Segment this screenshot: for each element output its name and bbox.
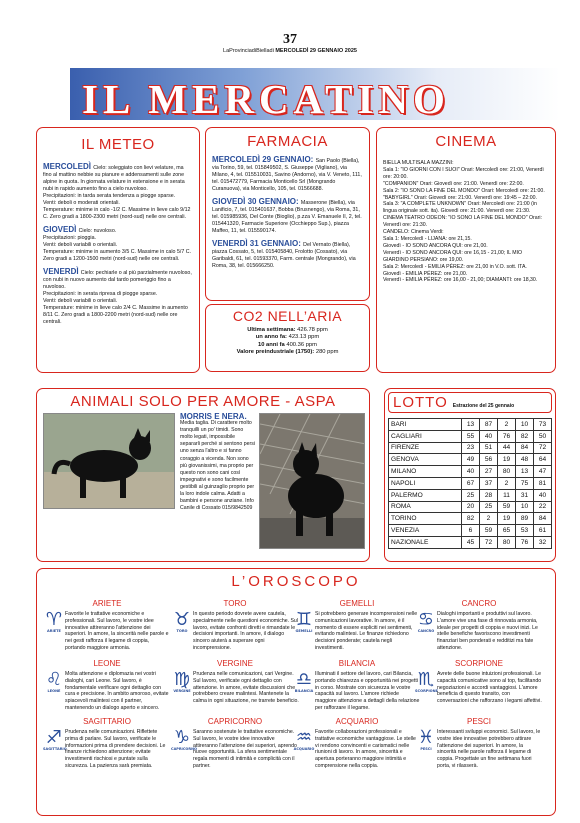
lotto-number: 56: [480, 454, 498, 466]
lotto-number: 59: [498, 501, 516, 513]
sign-body: [43, 729, 171, 770]
lotto-number: 80: [498, 536, 516, 548]
sign-body: [43, 611, 171, 652]
cinema-box: [376, 127, 556, 373]
lotto-number: 10: [516, 501, 534, 513]
horoscope-pesci: [415, 717, 543, 770]
co2-label: un anno fa:: [255, 334, 289, 341]
lotto-number: 40: [480, 430, 498, 442]
sign-caption: SAGITTARIO: [43, 747, 67, 751]
lotto-title: LOTTO: [393, 394, 448, 411]
sign-body: [293, 729, 421, 770]
lotto-number: 61: [534, 525, 552, 537]
sign-text: Avrete delle buone intuizioni professionali. Le capacità comunicative sono al top, facilitando negoziazioni e accordi vantaggiosi. L'amore beneficia di questo transito, con conversazioni che rafforzano i legami affettivi.: [437, 671, 542, 705]
lotto-number: 76: [498, 430, 516, 442]
cinema-entry: Venerdì - EMILIA PÉREZ: ore 16,00 - 21,00; DIAMANTI: ore 18,30.: [383, 277, 538, 284]
lotto-number: 89: [516, 513, 534, 525]
cinema-entry: Venerdì - IO SONO ANCORA QUI: ore 16,15 - 21,00; IL MIO GIARDINO PERSIANO: ore 19,00.: [383, 249, 523, 263]
cinema-entry: CANDELO: Cinema Verdi:: [383, 229, 444, 236]
meteo-temp: Temperature: minime in aumento 3/5 C. Massime in calo 5/7 C. Zero gradi a 1200-1500 metri (nord-sud) nelle ore centrali.: [43, 249, 192, 262]
lotto-number: 84: [516, 442, 534, 454]
farmacia-day-name: MERCOLEDÌ 29 GENNAIO:: [212, 155, 316, 164]
cinema-entry: Sala 3: "A COMPLETE UNKNOWN" Orari: Mercoledì ore: 21:00 (in lingua originale sott. ita). Giovedì ore: 21:00. Venerdì ore: 21:30.: [383, 201, 537, 215]
zodiac-toro-icon: ♉ TORO: [171, 611, 193, 652]
horoscope-sagittario: [43, 717, 171, 770]
lotto-row: [389, 477, 552, 489]
lotto-number: 82: [462, 513, 480, 525]
lotto-ruota: TORINO: [389, 513, 462, 525]
meteo-day: [43, 226, 193, 263]
zodiac-cancro-icon: ♋ CANCRO: [415, 611, 437, 652]
lotto-number: 20: [462, 501, 480, 513]
sign-text: Illuminati il settore del lavoro, cari Bilancia, portando chiarezza e opportunità nei progetti in corso. Mostrate con sicurezza le vostre capacità sul lavoro. L'amore richiede maggiore attenzione a dettagli della relazione per rafforzare il legame.: [315, 671, 420, 711]
sign-caption: ARIETE: [47, 629, 61, 633]
lotto-row: [389, 442, 552, 454]
lotto-number: 2: [498, 419, 516, 431]
cinema-entry: Sala 2: Mercoledì - EMILIA PÉREZ: ore 21,00 in V.O. sott. ITA.: [383, 263, 527, 270]
sign-body: [293, 611, 421, 652]
lotto-row: [389, 536, 552, 548]
sign-caption: VERGINE: [173, 689, 191, 693]
pet-names: MORRIS E NERA.: [180, 412, 247, 421]
horoscope-vergine: [171, 659, 299, 705]
sign-name: SAGITTARIO: [83, 717, 131, 726]
lotto-ruota: BARI: [389, 419, 462, 431]
sign-name: GEMELLI: [339, 599, 375, 608]
animali-box: [36, 388, 370, 562]
cinema-entry: CINEMA TEATRO ODEON: "IO SONO LA FINE DEL MONDO" Orari: Venerdì ore: 21:30.: [383, 215, 542, 229]
horoscope-capricorno: [171, 717, 299, 770]
lotto-number: 48: [516, 454, 534, 466]
animali-title: ANIMALI SOLO PER AMORE - ASPA: [70, 393, 336, 410]
cinema-title: CINEMA: [435, 133, 497, 150]
lotto-number: 2: [498, 477, 516, 489]
meteo-day-name: VENERDÌ: [43, 267, 81, 276]
meteo-temp: Temperature: minime in calo -1/2 C. Massime in lieve calo 9/12 C. Zero gradi a 1800-2300 metri (nord-sud) nelle ore centrali.: [43, 207, 191, 220]
co2-box: [205, 304, 370, 372]
sign-name: PESCI: [466, 717, 491, 726]
lotto-number: 40: [534, 489, 552, 501]
cinema-entry: Giovedì - IO SONO ANCORA QUI: ore 21,00.: [383, 242, 488, 249]
pet-description: [180, 413, 256, 512]
lotto-ruota: PALERMO: [389, 489, 462, 501]
cinema-entry: Giovedì - EMILIA PÉREZ: ore 21,00.: [383, 270, 468, 277]
sign-text: Si potrebbero generare incomprensioni nelle comunicazioni lavorative. In amore, è il momento di essere espliciti nei sentimenti, evitando malintesi. Le finanze richiedono decisioni ponderate; cautela negli investimenti.: [315, 611, 418, 651]
horoscope-cancro: [415, 599, 543, 652]
sign-text: Interessanti sviluppi economici. Sul lavoro, le vostre idee innovative potrebbero attirare l'attenzione dei superiori. In amore, la sincerità nelle parole rafforza il legame di coppia. Progettate un fine settimana fuori porta, vi rilasserà.: [437, 729, 541, 769]
runner-date: MERCOLEDÌ 29 GENNAIO 2025: [275, 48, 357, 54]
lotto-number: 76: [516, 536, 534, 548]
sign-caption: GEMELLI: [295, 629, 313, 633]
sign-text: In questo periodo dovrete avere cautela, specialmente nelle questioni economiche. Sul lavoro, evitate confronti diretti e rimandate le decisioni importanti. In amore, il dialogo sincero aiuterà a superare ogni incomprensione.: [193, 611, 298, 651]
zodiac-vergine-icon: ♍ VERGINE: [171, 671, 193, 705]
sign-text: Prudenza nelle comunicazioni, cari Vergine. Sul lavoro, verificate ogni dettaglio con attenzione. In amore, evitate discussioni che potrebbero creare malintesi. Mantenete la calma in ogni situazione, ne trarrete beneficio.: [193, 671, 299, 705]
lotto-number: 11: [498, 489, 516, 501]
sign-caption: BILANCIA: [294, 689, 314, 693]
running-header: [0, 48, 580, 54]
cinema-list: [383, 160, 549, 284]
sign-text: Dialoghi importanti e produttivi sul lavoro. L'amore vive una fase di rinnovata armonia, ideale per progetti di coppia e nuovi inizi. Le stelle benefiche favoriscono investimenti finanziari ben ponderati e redditizi ma fate attenzione.: [437, 611, 538, 651]
cinema-entry: Sala 1: Mercoledì - LIJANA: ore 21,15.: [383, 235, 472, 242]
lotto-ruota: FIRENZE: [389, 442, 462, 454]
zodiac-sagittario-icon: ♐ SAGITTARIO: [43, 727, 67, 751]
lotto-box: [384, 388, 556, 562]
lotto-number: 28: [480, 489, 498, 501]
sign-caption: SCORPIONE: [415, 689, 438, 693]
co2-line: [212, 349, 363, 356]
lotto-number: 6: [462, 525, 480, 537]
meteo-days: [43, 163, 193, 326]
sign-body: [415, 729, 543, 770]
meteo-prec: Precipitazioni: pioggia.: [43, 235, 96, 241]
sign-caption: PESCI: [420, 747, 432, 751]
lotto-number: 49: [462, 454, 480, 466]
sign-text: Molta attenzione e diplomazia nei vostri dialoghi, cari Leone. Sul lavoro, è fondamentale verificare ogni dettaglio con cura e precisione. In ambito amoroso, evitate spiacevoli malintesi con il partner, mantenendo un dialogo aperto e sincero.: [65, 671, 169, 711]
sign-caption: ACQUARIO: [293, 747, 315, 751]
lotto-row: [389, 489, 552, 501]
sign-caption: CAPRICORNO: [171, 747, 197, 751]
lotto-ruota: VENEZIA: [389, 525, 462, 537]
lotto-number: 47: [534, 466, 552, 478]
cinema-entry: Sala 2: "IO SONO LA FINE DEL MONDO" Orari: Mercoledì ore: 21:00.: [383, 187, 545, 194]
zodiac-scorpione-icon: ♏ SCORPIONE: [415, 669, 438, 693]
farmacia-day-name: GIOVEDÌ 30 GENNAIO:: [212, 197, 301, 206]
horoscope-gemelli: [293, 599, 421, 652]
lotto-ruota: NAPOLI: [389, 477, 462, 489]
sign-caption: LEONE: [47, 689, 61, 693]
lotto-subtitle: Estrazione del 25 gennaio: [452, 403, 515, 409]
sign-name: ARIETE: [92, 599, 122, 608]
co2-line: [212, 334, 363, 341]
co2-lines: [212, 327, 363, 357]
lotto-number: 44: [498, 442, 516, 454]
lotto-number: 32: [534, 536, 552, 548]
horoscope-bilancia: [293, 659, 421, 712]
sign-body: [415, 671, 543, 705]
meteo-cielo-text: Cielo: nuvoloso.: [78, 228, 117, 234]
sign-text: Prudenza nelle comunicazioni. Riflettete prima di parlare. Sul lavoro, verificate le informazioni prima di prendere decisioni. Le finanze richiedono attenzione; evitate investimenti rischiosi e puntate sulla sicurezza. La pazienza sarà premiata.: [65, 729, 166, 769]
horoscope-leone: [43, 659, 171, 712]
meteo-cielo-text: Cielo: soleggiato con lievi velature, ma fino al mattino nebbie su pianure e addensamenti sulle zone alpine in quota. In giornata velature in estensione e in serata nubi in rapido aumento fino a cielo nuvoloso.: [43, 165, 185, 192]
farmacia-day-text: Del Vernato (Biella), piazza Cossato, 5, tel. 015405840, Frolotto (Cossato), via Garibaldi, 61, tel. 01593370, Farm. centrale (Mongrando), via Roma, 38, tel. 015666250.: [212, 242, 356, 269]
sign-body: [171, 611, 299, 652]
zodiac-bilancia-icon: ♎ BILANCIA: [294, 669, 314, 693]
lotto-number: 84: [534, 513, 552, 525]
lotto-number: 22: [534, 501, 552, 513]
sign-caption: TORO: [176, 629, 188, 633]
lotto-row: [389, 501, 552, 513]
lotto-number: 72: [480, 536, 498, 548]
meteo-venti: Venti: deboli variabili o orientali.: [43, 298, 118, 304]
lotto-number: 37: [480, 477, 498, 489]
lotto-row: [389, 454, 552, 466]
horoscope-ariete: [43, 599, 171, 652]
sign-name: ACQUARIO: [335, 717, 379, 726]
zodiac-gemelli-icon: ♊ GEMELLI: [293, 611, 315, 652]
horoscope-scorpione: [415, 659, 543, 705]
lotto-number: 72: [534, 442, 552, 454]
lotto-number: 82: [516, 430, 534, 442]
cinema-entry: Sala 1: "IO GIORNI CON I SUOI" Orari: Mercoledì ore: 21:00, Venerdì ore: 20:00.: [383, 166, 544, 180]
zodiac-ariete-icon: ♈ ARIETE: [43, 611, 65, 652]
zodiac-acquario-icon: ♒ ACQUARIO: [293, 727, 315, 751]
horoscope-acquario: [293, 717, 421, 770]
dog-photo-nera: [259, 413, 365, 549]
co2-line: [212, 342, 363, 349]
lotto-number: 73: [534, 419, 552, 431]
zodiac-capricorno-icon: ♑ CAPRICORNO: [171, 727, 197, 751]
sign-caption: CANCRO: [417, 629, 435, 633]
sign-name: CANCRO: [461, 599, 497, 608]
farmacia-day-text: Masserone (Biella), via Lanificio, 7, tel. 015401637, Bobba (Brusnengo), via Roma, 31, tel. 015985936, Del Conte (Bioglio), p.zza V. Emanuele II, 2, tel. 015441320, Farmacie Superiore (Occhieppo Sup.), piazza Maffeo, 11, tel. 015590174.: [212, 200, 362, 234]
sign-body: [43, 671, 171, 712]
lotto-number: 55: [462, 430, 480, 442]
oroscopo-box: [36, 568, 556, 816]
lotto-number: 51: [480, 442, 498, 454]
lotto-number: 31: [516, 489, 534, 501]
runner-paper: LaProvinciadiBiella: [223, 48, 270, 54]
lotto-ruota: CAGLIARI: [389, 430, 462, 442]
lotto-row: [389, 513, 552, 525]
lotto-number: 19: [498, 513, 516, 525]
lotto-number: 25: [480, 501, 498, 513]
lotto-number: 45: [462, 536, 480, 548]
cinema-entry: "COMPANION" Orari: Giovedì ore: 21:00. Venerdì ore: 22:00.: [383, 180, 524, 187]
pet-text: Media taglia. Di carattere molto tranquilli un po' timidi. Sono molto legati, impossibile separarli perché si sentono persi uno senza l'altro e si fanno coraggio a vicenda. Non sono più giovanissimi, ma proprio per questo non sono cani così impegnativi e sono facilmente gestibili al guinzaglio proprio per la loro indole calma. Adatti a bambini e persone anziane. Info Canile di Cossato 015/9842509: [180, 420, 255, 512]
sign-name: VERGINE: [216, 659, 253, 668]
farmacia-box: [205, 127, 370, 301]
lotto-number: 64: [534, 454, 552, 466]
lotto-number: 87: [480, 419, 498, 431]
farmacia-day: [212, 240, 363, 270]
zodiac-leone-icon: ♌ LEONE: [43, 671, 65, 712]
lotto-ruota: NAZIONALE: [389, 536, 462, 548]
sign-name: TORO: [223, 599, 247, 608]
lotto-number: 19: [498, 454, 516, 466]
lotto-row: [389, 466, 552, 478]
co2-value: 400.36 ppm: [286, 341, 317, 348]
lotto-ruota: GENOVA: [389, 454, 462, 466]
co2-label: Valore preindustriale (1750):: [236, 349, 316, 356]
lotto-row: [389, 419, 552, 431]
lotto-number: 75: [516, 477, 534, 489]
sign-text: Saranno sostenute le trattative economiche. Sul lavoro, le vostre idee innovative attireranno l'attenzione dei superiori, aprendo nuove opportunità. La sfera sentimentale regala momenti di intimità e complicità con il partner.: [193, 729, 297, 769]
sign-name: LEONE: [93, 659, 121, 668]
lotto-number: 23: [462, 442, 480, 454]
lotto-number: 10: [516, 419, 534, 431]
co2-value: 426.78 ppm: [297, 327, 328, 333]
farmacia-title: FARMACIA: [247, 133, 328, 150]
sign-body: [415, 611, 543, 652]
co2-title: CO2 NELL’ARIA: [232, 308, 343, 324]
lotto-row: [389, 430, 552, 442]
lotto-number: 50: [534, 430, 552, 442]
meteo-title: IL METEO: [81, 136, 155, 153]
co2-value: 423.13 ppm: [288, 334, 320, 341]
sign-body: [293, 671, 421, 712]
cinema-entry: BIELLA MULTISALA MAZZINI:: [383, 160, 454, 166]
meteo-cielo: [43, 226, 193, 235]
meteo-venti: Venti: deboli o moderati orientali.: [43, 200, 120, 206]
meteo-day-name: MERCOLEDÌ: [43, 162, 94, 171]
lotto-header: [388, 392, 552, 413]
section-title: IL MERCATINO: [82, 76, 450, 122]
dog-photo-morris: [43, 413, 175, 509]
lotto-ruota: MILANO: [389, 466, 462, 478]
lotto-number: 65: [498, 525, 516, 537]
sign-name: SCORPIONE: [454, 659, 503, 668]
lotto-ruota: ROMA: [389, 501, 462, 513]
farmacia-day: [212, 156, 363, 193]
sign-name: CAPRICORNO: [207, 717, 263, 726]
horoscope-toro: [171, 599, 299, 652]
meteo-venti: Venti: deboli variabili o orientali.: [43, 242, 118, 248]
lotto-number: 81: [534, 477, 552, 489]
sign-text: Favorite collaborazioni professionali e trattative economiche vantaggiose. Le stelle vi rendono convincenti e carismatici nelle riunioni di lavoro. In amore, sincerità e apertura porteranno maggiore intimità e comprensione nella coppia.: [315, 729, 416, 769]
lotto-number: 80: [498, 466, 516, 478]
farmacia-day-name: VENERDÌ 31 GENNAIO:: [212, 239, 304, 248]
lotto-row: [389, 525, 552, 537]
runner-prefix: di: [269, 48, 274, 54]
meteo-temp: Temperature: minime in lieve calo 2/4 C. Massime in aumento 8/11 C. Zero gradi a 1800-2200 metri (nord-sud) nelle ore centrali.: [43, 305, 188, 325]
sign-text: Favorite le trattative economiche e professionali. Sul lavoro, le vostre idee innovative attireranno l'attenzione dei superiori. In amore, la sincerità nelle parole e nei gesti rafforza il legame di coppia, portando maggiore armonia.: [65, 611, 169, 651]
co2-label: 10 anni fa: [258, 341, 287, 348]
oroscopo-title: L’OROSCOPO: [231, 573, 361, 590]
lotto-number: 59: [480, 525, 498, 537]
meteo-cielo-text: Cielo: pechiarle o al più parzialmente nuvoloso, con nubi in nuovo aumento dal tardo pomeriggio fino a nuvoloso.: [43, 270, 192, 290]
co2-label: Ultima settimana:: [247, 327, 298, 333]
meteo-day-name: GIOVEDÌ: [43, 225, 79, 234]
lotto-number: 53: [516, 525, 534, 537]
farmacia-days: [212, 156, 363, 270]
co2-value: 280 ppm: [315, 349, 339, 356]
meteo-cielo: [43, 268, 193, 291]
lotto-number: 27: [480, 466, 498, 478]
farmacia-day-text: San Paolo (Biella), via Torino, 59, tel. 015849502, S. Giuseppe (Vigliano), via Milano, 4, tel. 015510031, Savino (Andorno), via V. Veneto, 111, tel. 015472779, Farmacia Monticello Srl (Mongrando Curanuova), via Monticello, 105, tel. 01566688.: [212, 158, 362, 192]
lotto-number: 25: [462, 489, 480, 501]
page-number: 37: [283, 32, 297, 47]
lotto-table: [388, 418, 552, 549]
lotto-number: 13: [462, 419, 480, 431]
lotto-number: 40: [462, 466, 480, 478]
zodiac-pesci-icon: ♓ PESCI: [415, 729, 437, 770]
lotto-number: 13: [516, 466, 534, 478]
sign-body: [171, 671, 299, 705]
sign-name: BILANCIA: [338, 659, 376, 668]
meteo-day: [43, 163, 193, 221]
cinema-entry: "BABYGIRL" Orari: Giovedì ore: 21:00. Venerdì ore: 19:45 – 22:00.: [383, 194, 537, 201]
co2-line: [212, 327, 363, 334]
meteo-prec: Precipitazioni: in serata ripresa di piogge sparse.: [43, 291, 158, 297]
lotto-number: 2: [480, 513, 498, 525]
meteo-day: [43, 268, 193, 326]
meteo-prec: Precipitazioni: in tarda serata tendenza a piogge sparse.: [43, 193, 176, 199]
sign-body: [171, 729, 299, 770]
farmacia-day: [212, 198, 363, 235]
meteo-box: [36, 127, 200, 373]
lotto-number: 67: [462, 477, 480, 489]
meteo-cielo: [43, 163, 193, 193]
